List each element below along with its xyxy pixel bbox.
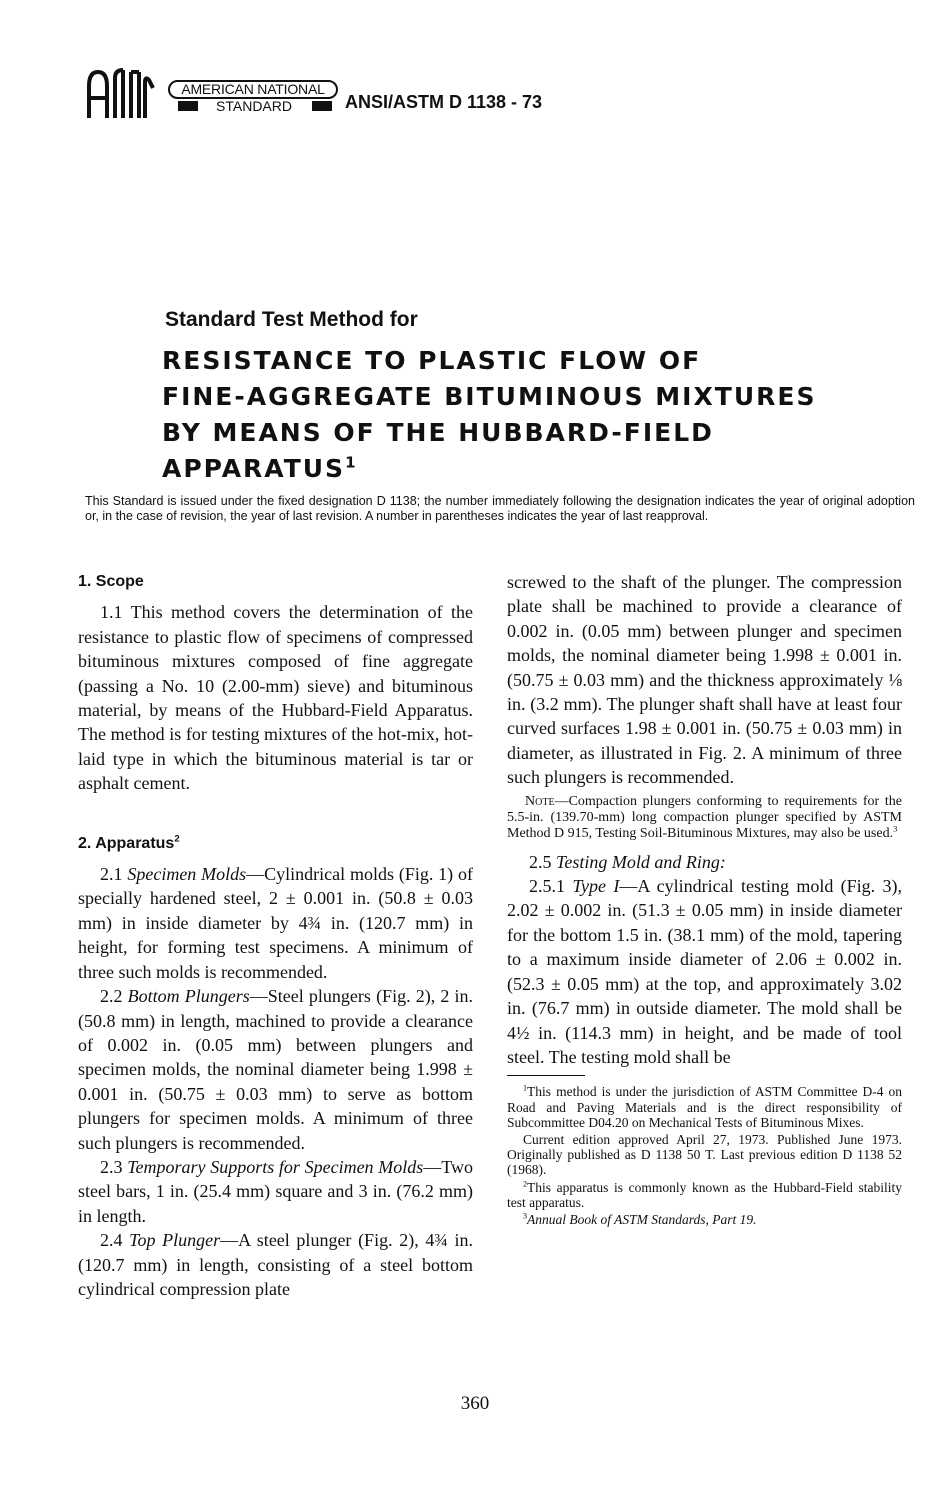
paragraph-2-2: 2.2 Bottom Plungers—Steel plungers (Fig. 2), 2 in. (50.8 mm) in length, machined to provide a clearance of 0.002 in. (0.05 mm) between plungers and specimen molds, the nominal diameter being 1.998 ± 0.001 in. (50.75 ± 0.03 mm) to serve as bottom plungers for specimen molds. A minimum of three such plungers is recommended.: [78, 986, 474, 1153]
footnote-1-edition: Current edition approved April 27, 1973. Published June 1973. Originally published as D 1138 50 T. Last previous edition D 1138 52 (1968).: [507, 1131, 902, 1178]
footnote-1: $^1$This method is under the jurisdiction of ASTM Committee D-4 on Road and Paving Materials and is the direct responsibility of Subcommittee D04.20 on Mechanical Tests of Bituminous Mixes.: [507, 1083, 902, 1130]
standard-designation: ANSI/ASTM D 1138 - 73: [345, 92, 543, 112]
note: Note—Compaction plungers conforming to requirements for the 5.5-in. (139.70-mm) long compaction plunger specified by ASTM Method D 915, Testing Soil-Bituminous Mixtures, may also be used.$^3$: [507, 793, 902, 841]
main-title-line-2: FINE-AGGREGATE BITUMINOUS MIXTURES: [162, 382, 817, 411]
right-column: [507, 570, 902, 1229]
main-title: [162, 343, 882, 487]
issued-note: This Standard is issued under the fixed designation D 1138; the number immediately following the designation indicates the year of original adoption or, in the case of revision, the year of last revision. A number in parentheses indicates the year of last reapproval.: [85, 494, 915, 523]
american-national-standard-badge: [168, 80, 338, 114]
badge-bottom-text: STANDARD: [182, 98, 326, 114]
paragraph-2-3: 2.3 Temporary Supports for Specimen Molds—Two steel bars, 1 in. (25.4 mm) square and 3 in. (76.2 mm) in length.: [78, 1156, 473, 1226]
section-2-heading: 2. Apparatus$^2$: [78, 833, 180, 852]
left-column: [78, 570, 473, 1301]
footnote-3: $^3$Annual Book of ASTM Standards, Part 19.: [523, 1211, 757, 1227]
footnote-divider: [507, 1075, 585, 1076]
main-title-line-1: RESISTANCE TO PLASTIC FLOW OF: [162, 346, 702, 375]
main-title-line-3: BY MEANS OF THE HUBBARD-FIELD: [162, 418, 714, 447]
section-1-heading: 1. Scope: [78, 573, 144, 590]
main-title-line-4: APPARATUS: [162, 454, 346, 483]
paragraph-2-4-continued: screwed to the shaft of the plunger. The compression plate shall be machined to provide a clearance of 0.002 in. (0.05 mm) between plunger and specimen molds, the nominal diameter being 1.998 ± 0.001 in. (50.75 ± 0.03 mm) and the thickness approximately ⅛ in. (3.2 mm). The plunger shaft shall have at least four curved surfaces 1.98 ± 0.001 in. (50.75 ± 0.03 mm) in diameter, as illustrated in Fig. 2. A minimum of three such plungers is recommended.: [507, 572, 902, 788]
paragraph-2-5: 2.5 Testing Mold and Ring:: [529, 851, 726, 872]
page-number: 360: [460, 1393, 490, 1414]
paragraph-2-5-1: 2.5.1 Type I—A cylindrical testing mold (Fig. 3), 2.02 ± 0.002 in. (51.3 ± 0.05 mm) in inside diameter for the bottom 1.5 in. (38.1 mm) of the mold, tapering to a maximum inside diameter of 2.06 ± 0.002 in. (52.3 ± 0.05 mm) at the top, and approximately 3.02 in. (76.7 mm) in outside diameter. The mold shall be 4½ in. (114.3 mm) in height, and be made of tool steel. The testing mold shall be: [507, 876, 902, 1067]
paragraph-2-1: 2.1 Specimen Molds—Cylindrical molds (Fig. 1) of specially hardened steel, 2 ± 0.001 in. (50.8 ± 0.03 mm) in inside diameter by 4¾ in. (120.7 mm) in height, for forming test specimens. A minimum of three such molds is recommended.: [78, 864, 474, 982]
title-footnote-mark: 1: [345, 453, 358, 472]
title-line: Standard Test Method for: [165, 308, 418, 331]
astm-logo-icon: [85, 58, 157, 120]
paragraph-1-1: 1.1 This method covers the determination of the resistance to plastic flow of specimens of compressed bituminous mixtures composed of fine aggregate (passing a No. 10 (2.00-mm) sieve) and bituminous material, by means of the Hubbard-Field Apparatus. The method is for testing mixtures of the hot-mix, hot-laid type in which the bituminous material is tar or asphalt cement.: [78, 602, 473, 794]
paragraph-2-4: 2.4 Top Plunger—A steel plunger (Fig. 2), 4¾ in. (120.7 mm) in length, consisting of a steel bottom cylindrical compression plate: [78, 1230, 473, 1299]
footnote-2: $^2$This apparatus is commonly known as the Hubbard-Field stability test apparatus.: [507, 1179, 902, 1210]
badge-top-text: AMERICAN NATIONAL: [168, 80, 338, 99]
